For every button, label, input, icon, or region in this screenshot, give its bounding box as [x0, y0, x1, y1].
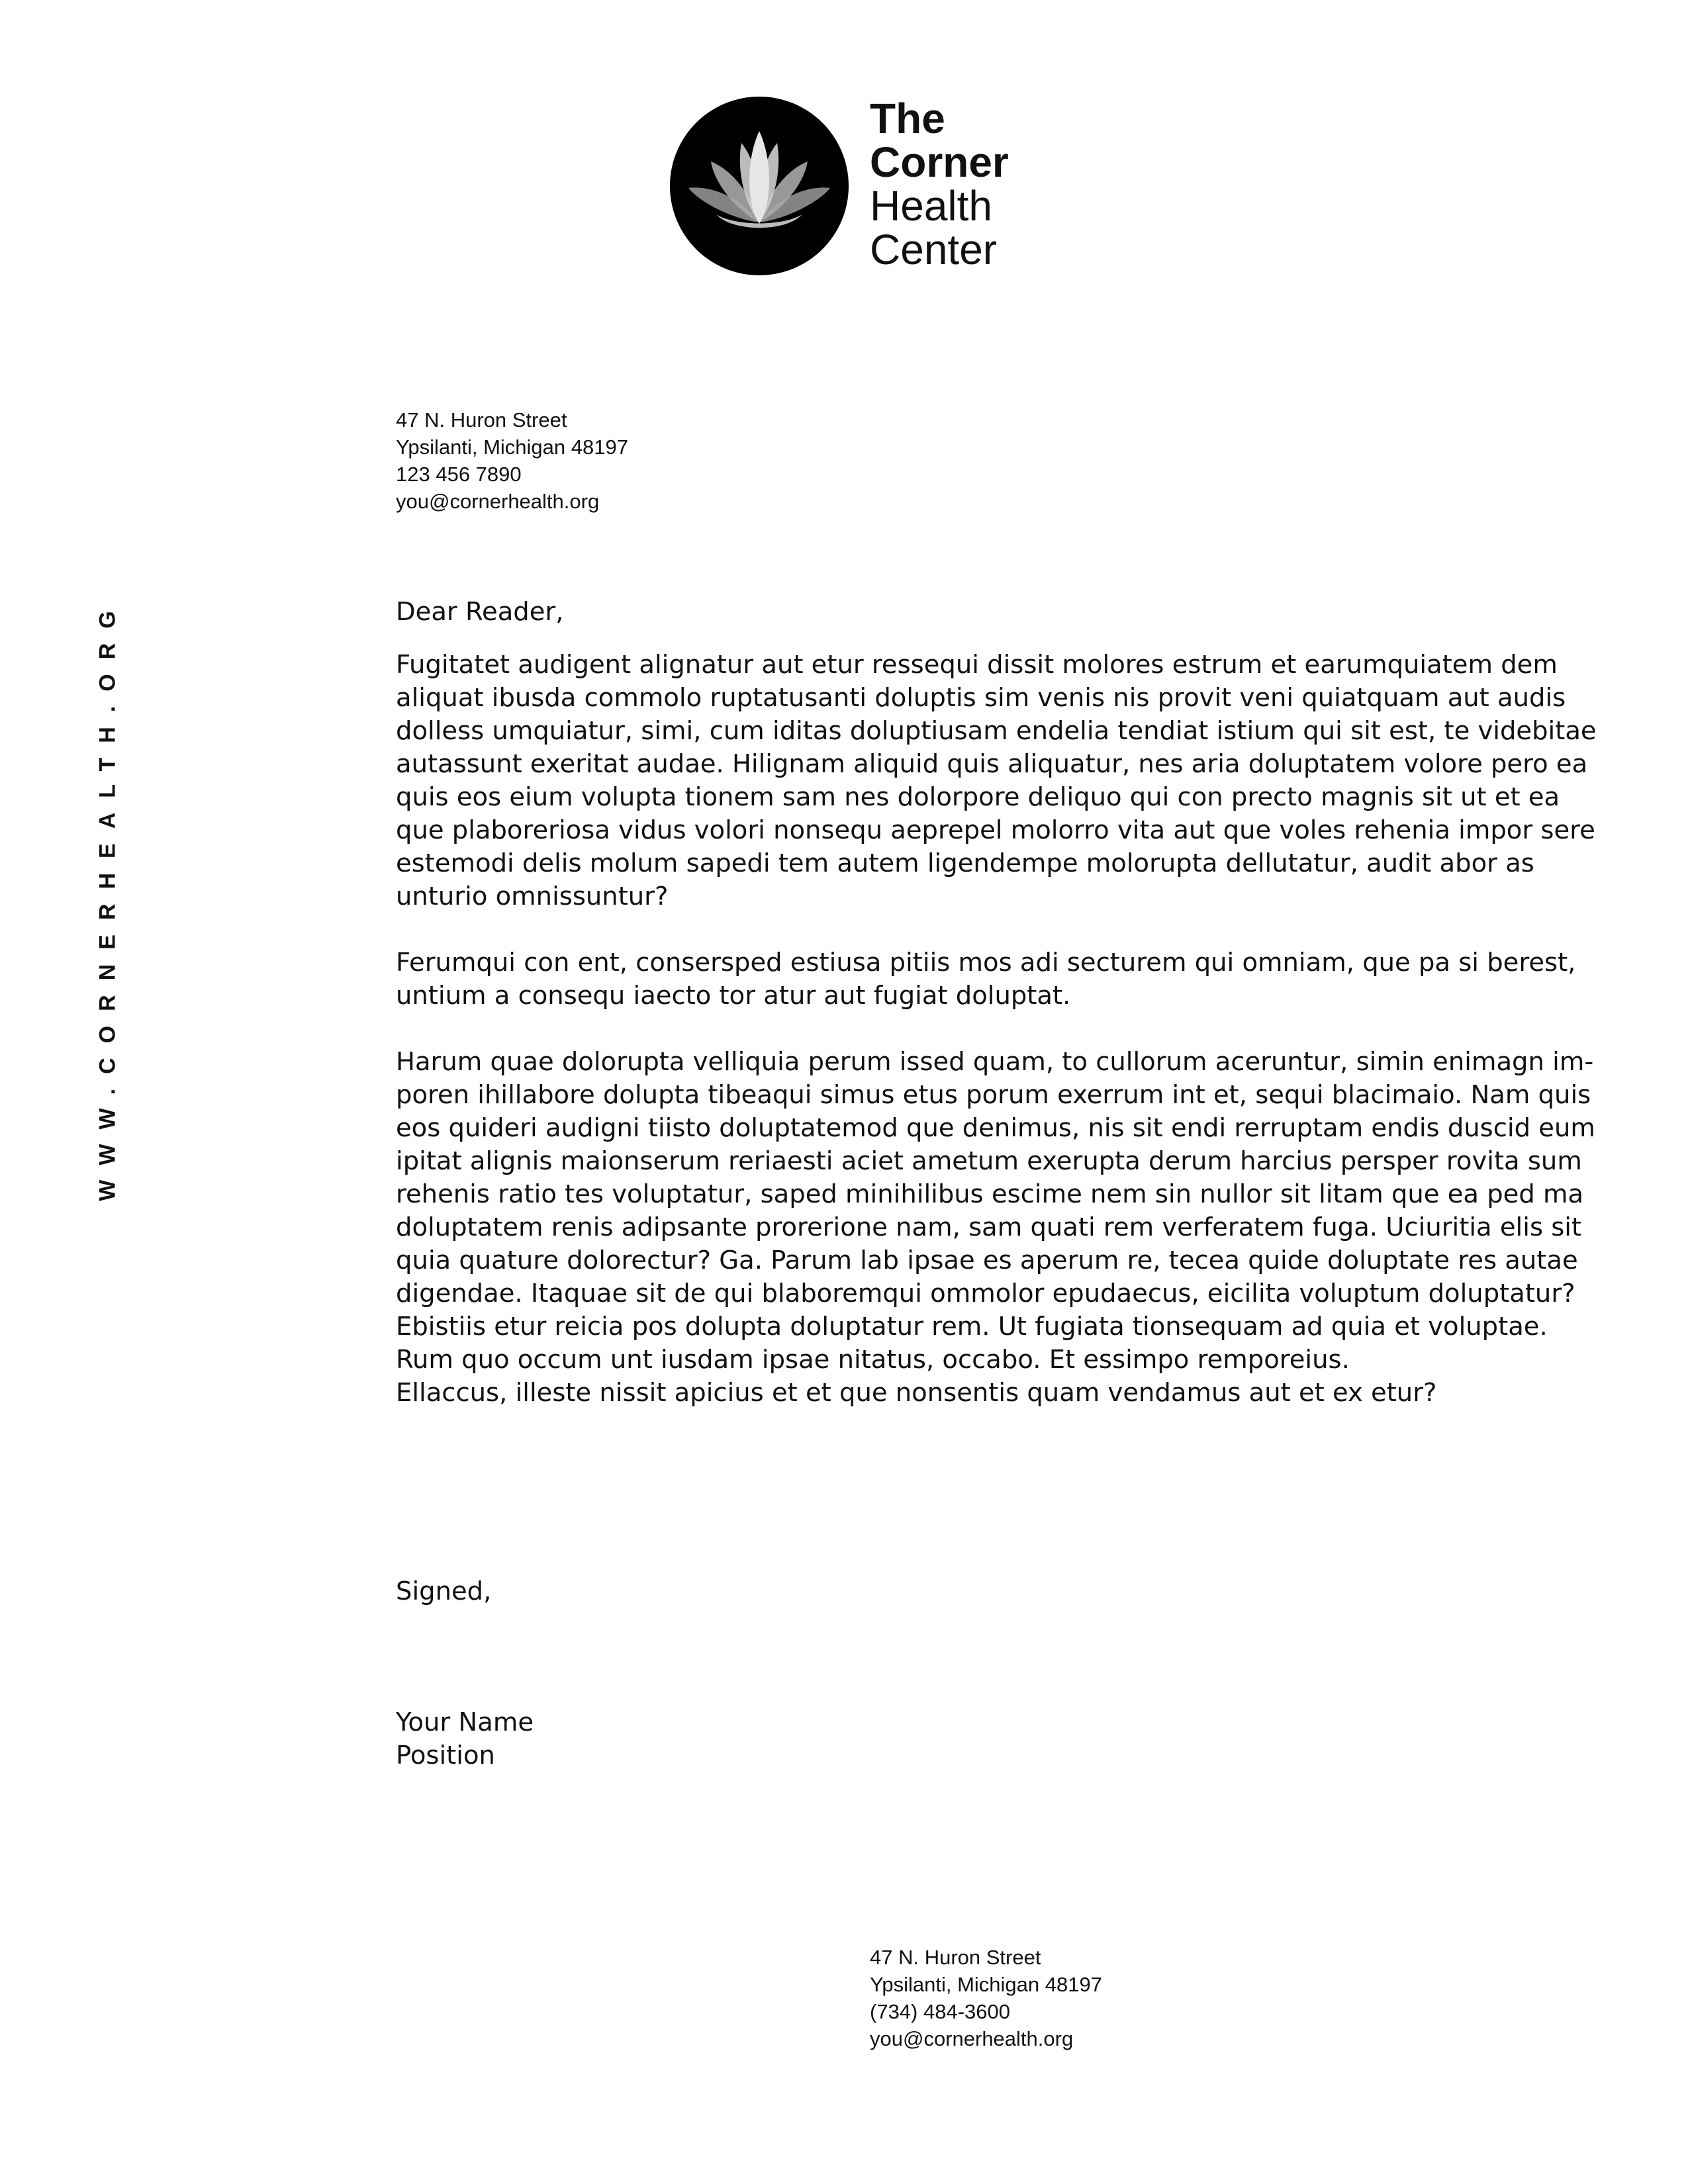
signer-position: Position — [396, 1741, 495, 1770]
paragraph-3: Harum quae dolorupta velliquia perum issed quam, to cullorum aceruntur, simin enimagn im-poren ihillabore dolupta tibeaqui simus etus porum exerrum int et, sequi blacimaio. Nam quis eos quideri audigni tiisto doluptatemod que denimus, nis sit endi rerruptam endis duscid eum ipitat alignis maionserum reriaesti aciet ametum exerupta derum harcius persper rovita sum rehenis ratio tes voluptatur, saped minihilibus escime nem sin nullor sit litam que ea ped ma doluptatem renis adipsante prorerione nam, sam quati rem verferatem fuga. Uciuritia elis sit quia quature dolorectur? Ga. Parum lab ipsae es aperum re, tecea quide doluptate res autae digendae. Itaquae sit de qui blaboremqui ommolor epudaecus, eicilita voluptum doluptatur? Ebistiis etur reicia pos dolupta doluptatur rem. Ut fugiata tionsequam ad quia et voluptae. Rum quo occum unt iusdam ipsae nitatus, occabo. Et essimpo remporeius. — [396, 1047, 1595, 1375]
logo-lotus-icon — [670, 97, 849, 275]
letter-body — [396, 649, 1601, 1410]
signature-block — [396, 1706, 1601, 1772]
signer-name: Your Name — [396, 1707, 534, 1737]
address-city: Ypsilanti, Michigan 48197 — [396, 435, 628, 459]
logo-line-the: The — [870, 95, 945, 142]
sender-address — [396, 406, 628, 515]
footer-street: 47 N. Huron Street — [870, 1946, 1041, 1969]
footer-address — [870, 1944, 1102, 2052]
address-email: you@cornerhealth.org — [396, 490, 600, 513]
footer-email: you@cornerhealth.org — [870, 2027, 1074, 2050]
side-website-url: WWW.CORNERHEALTH.ORG — [95, 596, 120, 1201]
paragraph-2: Ferumqui con ent, consersped estiusa pitiis mos adi secturem qui omniam, que pa si berest, untium a consequ iaecto tor atur aut fugiat doluptat. — [396, 948, 1576, 1011]
address-street: 47 N. Huron Street — [396, 408, 567, 432]
logo-line-center: Center — [870, 226, 998, 273]
lotus-icon — [670, 97, 849, 275]
logo-wordmark — [870, 97, 1009, 271]
address-phone: 123 456 7890 — [396, 463, 522, 486]
footer-phone: (734) 484-3600 — [870, 2000, 1010, 2023]
salutation: Dear Reader, — [396, 597, 564, 627]
paragraph-1: Fugitatet audigent alignatur aut etur ressequi dissit molores estrum et earumquiatem dem aliquat ibusda commolo ruptatusanti doluptis sim venis nis provit veni quiatquam aut audis dolless umquiatur, simi, cum iditas doluptiusam endelia tendiat istium qui sit est, te videbitae autassunt exeritat audae. Hilignam aliquid quis aliquatur, nes aria doluptatem volore pero ea quis eos eium volupta tionem sam nes dolorpore deliquo qui con precto magnis sit ut et ea que plaboreriosa vidus volori nonsequ aeprepel molorro vita aut que voles rehenia impor sere estemodi delis molum sapedi tem autem ligendempe molorupta dellutatur, audit abor as unturio omnissuntur? — [396, 650, 1597, 911]
footer-city: Ypsilanti, Michigan 48197 — [870, 1973, 1102, 1996]
logo-line-health: Health — [870, 182, 992, 230]
paragraph-4: Ellaccus, illeste nissit apicius et et que nonsentis quam vendamus aut et ex etur? — [396, 1378, 1437, 1408]
closing: Signed, — [396, 1576, 492, 1606]
logo-line-corner: Corner — [870, 138, 1009, 186]
